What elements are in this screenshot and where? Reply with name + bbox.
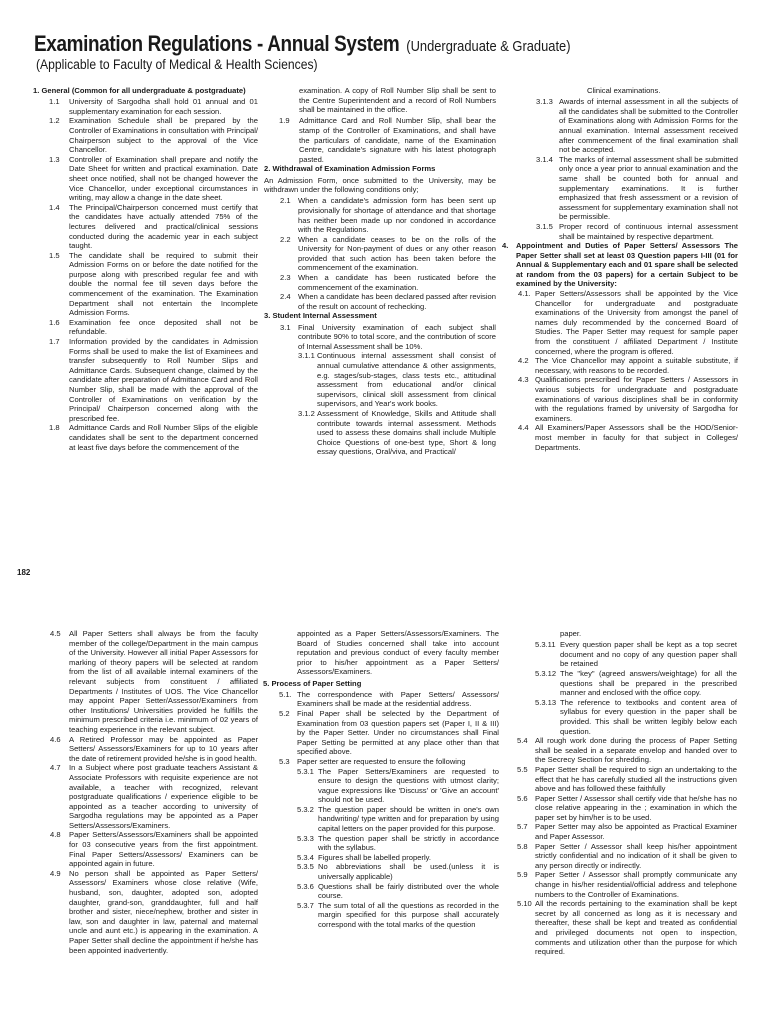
clause-4-3: 4.3 Qualifications prescribed for Paper Setters / Assessors in various subjects for undergraduate and postgraduate examinations of various disciplines shall be in conformity with the regulations framed by university of Sargodha for examiners. bbox=[518, 375, 738, 423]
clause-5-6: 5.6 Paper Setter / Assessor shall certify vide that he/she has no close relative appearing in the ; examination in which the paper set by him/her is to be used. bbox=[517, 793, 737, 822]
clause-1-2: 1.2 Examination Schedule shall be prepared by the Controller of Examinations in consultation with Principal/ Chairperson subject to the approval of the Vice Chancellor. bbox=[49, 116, 258, 155]
page2-column1 bbox=[50, 629, 258, 955]
withdrawal-intro: An Admission Form, once submitted to the University, may be withdrawn under the following conditions only; bbox=[264, 175, 496, 195]
continued-text: examination. A copy of Roll Number Slip shall be sent to the Centre Superintendent and a record of Roll Numbers shall be maintained in the office. bbox=[299, 86, 496, 115]
clause-4-1: 4.1. Paper Setters/Assessors shall be appointed by the Vice Chancellor for undergraduate and postgraduate examinations of the University from amongst the panel of names duly recommended by the concerned Board of Studies. The Paper Setter may request for sample paper from the constituent / affiliated Department / Institute concerned, where the program is offered. bbox=[518, 289, 738, 356]
clause-1-4: 1.4 The Principal/Chairperson concerned must certify that the candidates have actually attended 75% of the lectures delivered and practical/clinical sessions conducted during the academic year in each subject taught. bbox=[49, 202, 258, 251]
section-heading-paper-setting: 5. Process of Paper Setting bbox=[263, 678, 362, 688]
clause-4-8: 4.8 Paper Setters/Assessors/Examiners shall be appointed for 03 consecutive years from the first appointment. Final Paper Setters/Assessors/ Examiners can be appointed again in future. bbox=[50, 830, 258, 869]
continued-text: Clinical examinations. bbox=[587, 86, 661, 95]
page1-column1 bbox=[33, 86, 258, 452]
clause-2-3: 2.3 When a candidate has been rusticated before the commencement of the examination. bbox=[280, 273, 496, 292]
title-main: Examination Regulations - Annual System bbox=[34, 31, 400, 56]
clause-4-4: 4.4 All Examiners/Paper Assessors shall be the HOD/Senior-most member in faculty for that subject in Colleges/ Departments. bbox=[518, 423, 738, 452]
page2-column2 bbox=[263, 629, 499, 930]
clause-5-3: 5.3 Paper setter are requested to ensure the following bbox=[279, 756, 466, 766]
clause-1-3: 1.3 Controller of Examination shall prepare and notify the Date Sheet for written and practical examination. Date sheet once notified, shall not be changed however the Vice Chancellor, under exceptional circumstances in writing, may allow a change in the date sheet. bbox=[49, 154, 258, 203]
clause-5-7: 5.7 Paper Setter may also be appointed as Practical Examiner and Paper Assessor. bbox=[517, 822, 737, 842]
section-heading-general: 1. General (Common for all undergraduate & postgraduate) bbox=[33, 86, 246, 95]
page-title bbox=[34, 31, 571, 57]
clause-3-1-2: 3.1.2 Assessment of Knowledge, Skills and Attitude shall contribute towards internal assessment. Methods used to assess these domains shall include Multiple Choice Questions of one-best type, Short & long essay questions, Oral/viva, and Practical/ bbox=[298, 408, 496, 457]
clause-2-1: 2.1 When a candidate's admission form has been sent up provisionally for shortage of attendance and that shortage has neither been made up nor condoned in accordance with the Regulations. bbox=[280, 196, 496, 235]
clause-5-3-2: 5.3.2 The question paper should be written in one's own handwriting/ type written and for preparation by using capital letters on the paper provided for this purpose. bbox=[297, 804, 499, 834]
clause-5-1: 5.1. The correspondence with Paper Setters/ Assessors/ Examiners shall be made at the residential address. bbox=[279, 689, 499, 709]
clause-5-3-13: 5.3.13 The reference to textbooks and content area of syllabus for every question in the paper shall be provided. This shall be written legibly below each question. bbox=[535, 697, 737, 736]
clause-5-3-12: 5.3.12 The "key" (agreed answers/weightage) for all the questions shall be prepared in the prescribed manner and enclosed with the office copy. bbox=[535, 668, 737, 698]
clause-4-5: 4.5 All Paper Setters shall always be from the faculty member of the college/Department in the main campus of the University. However all initial Paper Assessors for marking of theory papers will be selected at random from the list of all available internal examiners of the relevant subjects from constituent / affiliated Departments / Institutes of UOS. The Vice Chancellor may appoint Paper Setter/Assessor/Examiners from other Institutions/ Universities provided he fulfills the minimum prescribed criteria i.e. minimum of 02 years of teaching experience in the relevant subject. bbox=[50, 629, 258, 734]
clause-4-2: 4.2 The Vice Chancellor may appoint a suitable substitute, if necessary, with reasons to be recorded. bbox=[518, 356, 738, 375]
clause-5-3-4: 5.3.4 Figures shall be labelled properly. bbox=[297, 852, 431, 862]
clause-5-4: 5.4 All rough work done during the process of Paper Setting shall be sealed in a separate envelop and handed over to the Secrecy Section for shredding. bbox=[517, 736, 737, 765]
clause-5-5: 5.5 Paper Setter shall be required to sign an undertaking to the effect that he has carefully studied all the instructions given above and has followed these faithfully bbox=[517, 764, 737, 794]
clause-5-3-11: 5.3.11 Every question paper shall be kept as a top secret document and no copy of any question paper shall be retained bbox=[535, 640, 737, 669]
section-heading-paper-setters: 4. Appointment and Duties of Paper Setters/ Assessors The Paper Setter shall set at least 03 Question papers I-III (01 for Annual & Supplementary each and 01 spare shall be selected at random from the 03 papers) for a certain Subject to be examined by the University: bbox=[502, 241, 738, 289]
clause-1-1: 1.1 University of Sargodha shall hold 01 annual and 01 supplementary examination for each session. bbox=[49, 97, 258, 116]
continued-text: appointed as a Paper Setters/Assessors/Examiners. The Board of Studies concerned shall take into account reputation and previous conduct of every faculty member prior to his/her appointment as a Paper Setters/ Assessors/Examiners. bbox=[297, 629, 499, 677]
clause-3-1-5: 3.1.5 Proper record of continuous internal assessment shall be maintained by respective department. bbox=[536, 221, 738, 241]
clause-4-9: 4.9 No person shall be appointed as Paper Setters/ Assessors/ Examiners whose close relative (Wife, husband, son, daughter, adopted son, adopted daughter, grand-son, granddaughter, full and half brother and sister, niece/nephew, brother and sister in law, son and daughter in law, paternal and maternal uncle and aunt etc.) is appearing in the examination. A Paper Setter shall decline the appointment if he/she has been appointed inadvertently. bbox=[50, 868, 258, 955]
clause-3-1-1: 3.1.1 Continuous internal assessment shall consist of annual cumulative attendance & other assignments, e.g. stages/sub-stages, class tests etc., attitudinal assessment from educational and/or clinical supervisors, clinical skill assessment from clinical supervisors, and Year's work books. bbox=[298, 351, 496, 409]
page2-column3 bbox=[517, 629, 737, 957]
page-number: 182 bbox=[17, 568, 31, 577]
page1-column3 bbox=[502, 86, 738, 452]
clause-1-5: 1.5 The candidate shall be required to submit their Admission Forms on or before the date notified for the purpose along with prescribed regular fee and with double the normal fee till seven days before the commencement of the examination. The Examination Department shall not entertain the Incomplete Admission Forms. bbox=[49, 250, 258, 318]
clause-5-3-6: 5.3.6 Questions shall be fairly distributed over the whole course. bbox=[297, 881, 499, 901]
clause-5-3-5: 5.3.5 No abbreviations shall be used.(unless it is universally applicable) bbox=[297, 862, 499, 882]
page1-column2 bbox=[264, 86, 496, 457]
clause-5-8: 5.8 Paper Setter / Assessor shall keep his/her appointment strictly confidential and no indication of it shall be given to any person directly or indirectly. bbox=[517, 841, 737, 870]
title-subtitle: (Undergraduate & Graduate) bbox=[406, 38, 571, 55]
clause-5-2: 5.2 Final Paper shall be selected by the Department of Examination from 03 question papers set (Paper I, II & III) by the Paper Setter. Under no circumstances shall Final Paper Setting be permitted at any place other than that specified above. bbox=[279, 708, 499, 757]
clause-5-3-1: 5.3.1 The Paper Setters/Examiners are requested to ensure to design the questions with utmost clarity; vague expressions like 'Discuss' or 'Give an account' should not be used. bbox=[297, 766, 499, 805]
clause-5-3-3: 5.3.3 The question paper shall be strictly in accordance with the syllabus. bbox=[297, 833, 499, 853]
clause-3-1-4: 3.1.4 The marks of internal assessment shall be submitted only once a year prior to annual examination and the same shall be counted both for annual and supplementary examinations. It is further emphasized that fresh assessment or a revision of assessment for supplementary examination shall not be permissible. bbox=[536, 154, 738, 222]
clause-4-6: 4.6 A Retired Professor may be appointed as Paper Setters/ Assessors/Examiners for up to 10 years after the date of retirement provided he/she is in good health. bbox=[50, 734, 258, 763]
clause-2-4: 2.4 When a candidate has been declared passed after revision of the result on account of rechecking. bbox=[280, 292, 496, 311]
clause-1-6: 1.6 Examination fee once deposited shall not be refundable. bbox=[49, 317, 258, 337]
clause-5-10: 5.10 All the records pertaining to the examination shall be kept secret by all concerned as long as it is necessary and thereafter, these shall be kept and treated as confidential and privileged documents not open to inspection, comments and utilization other than the purpose for which required. bbox=[517, 899, 737, 957]
clause-5-9: 5.9 Paper Setter / Assessor shall promptly communicate any change in his/her residential/official address and telephone numbers to the Controller of Examinations. bbox=[517, 870, 737, 899]
clause-5-3-7: 5.3.7 The sum total of all the questions as recorded in the margin specified for this purpose shall accurately correspond with the total marks of the question bbox=[297, 900, 499, 929]
clause-3-1-3: 3.1.3 Awards of internal assessment in all the subjects of all the candidates shall be submitted to the Controller of Examinations along with Admission Forms for the annual examination. Internal assessment received after commencement of the final examination shall not be accepted. bbox=[536, 97, 738, 155]
clause-2-2: 2.2 When a candidate ceases to be on the rolls of the University for Non-payment of dues or any other reason provided that such action has been taken before the commencement of the examination. bbox=[280, 234, 496, 273]
clause-1-9: 1.9 Admittance Card and Roll Number Slip, shall bear the stamp of the Controller of Examinations, and shall have the particulars of candidate, name of the Examination Centre, candidate's signature with his latest photograph pasted. bbox=[279, 116, 496, 164]
section-heading-internal-assessment: 3. Student Internal Assessment bbox=[264, 311, 377, 321]
applicability-note: (Applicable to Faculty of Medical & Health Sciences) bbox=[36, 57, 318, 72]
clause-3-1: 3.1 Final University examination of each subject shall contribute 90% to total score, and the contribution of score of Internal Assessment shall be 10%. bbox=[280, 322, 496, 351]
clause-1-7: 1.7 Information provided by the candidates in Admission Forms shall be used to make the list of Examinees and transfer subsequently to Roll Number Slips and Admittance Cards. Subsequent change, claimed by the candidate after preparation of Admittance Card and Roll Number Slip, shall be made with the approval of the Controller of Examinations on verification by the Principal/ Chairperson concerned along with the prescribed fee. bbox=[49, 337, 258, 423]
section-heading-withdrawal: 2. Withdrawal of Examination Admission Forms bbox=[264, 164, 436, 174]
continued-text: paper. bbox=[560, 629, 582, 638]
clause-4-7: 4.7 In a Subject where post graduate teachers Assistant & Associate Professors with requisite experience are not available, a teacher with recognized, relevant postgraduate qualifications / experience eligible to be appointed as a teacher according to university of Sargodha regulations may be appointed as a Paper Setters/Assessors/Examiners. bbox=[50, 763, 258, 830]
clause-1-8: 1.8 Admittance Cards and Roll Number Slips of the eligible candidates shall be sent to the department concerned at least five days before the commencement of the bbox=[49, 423, 258, 452]
